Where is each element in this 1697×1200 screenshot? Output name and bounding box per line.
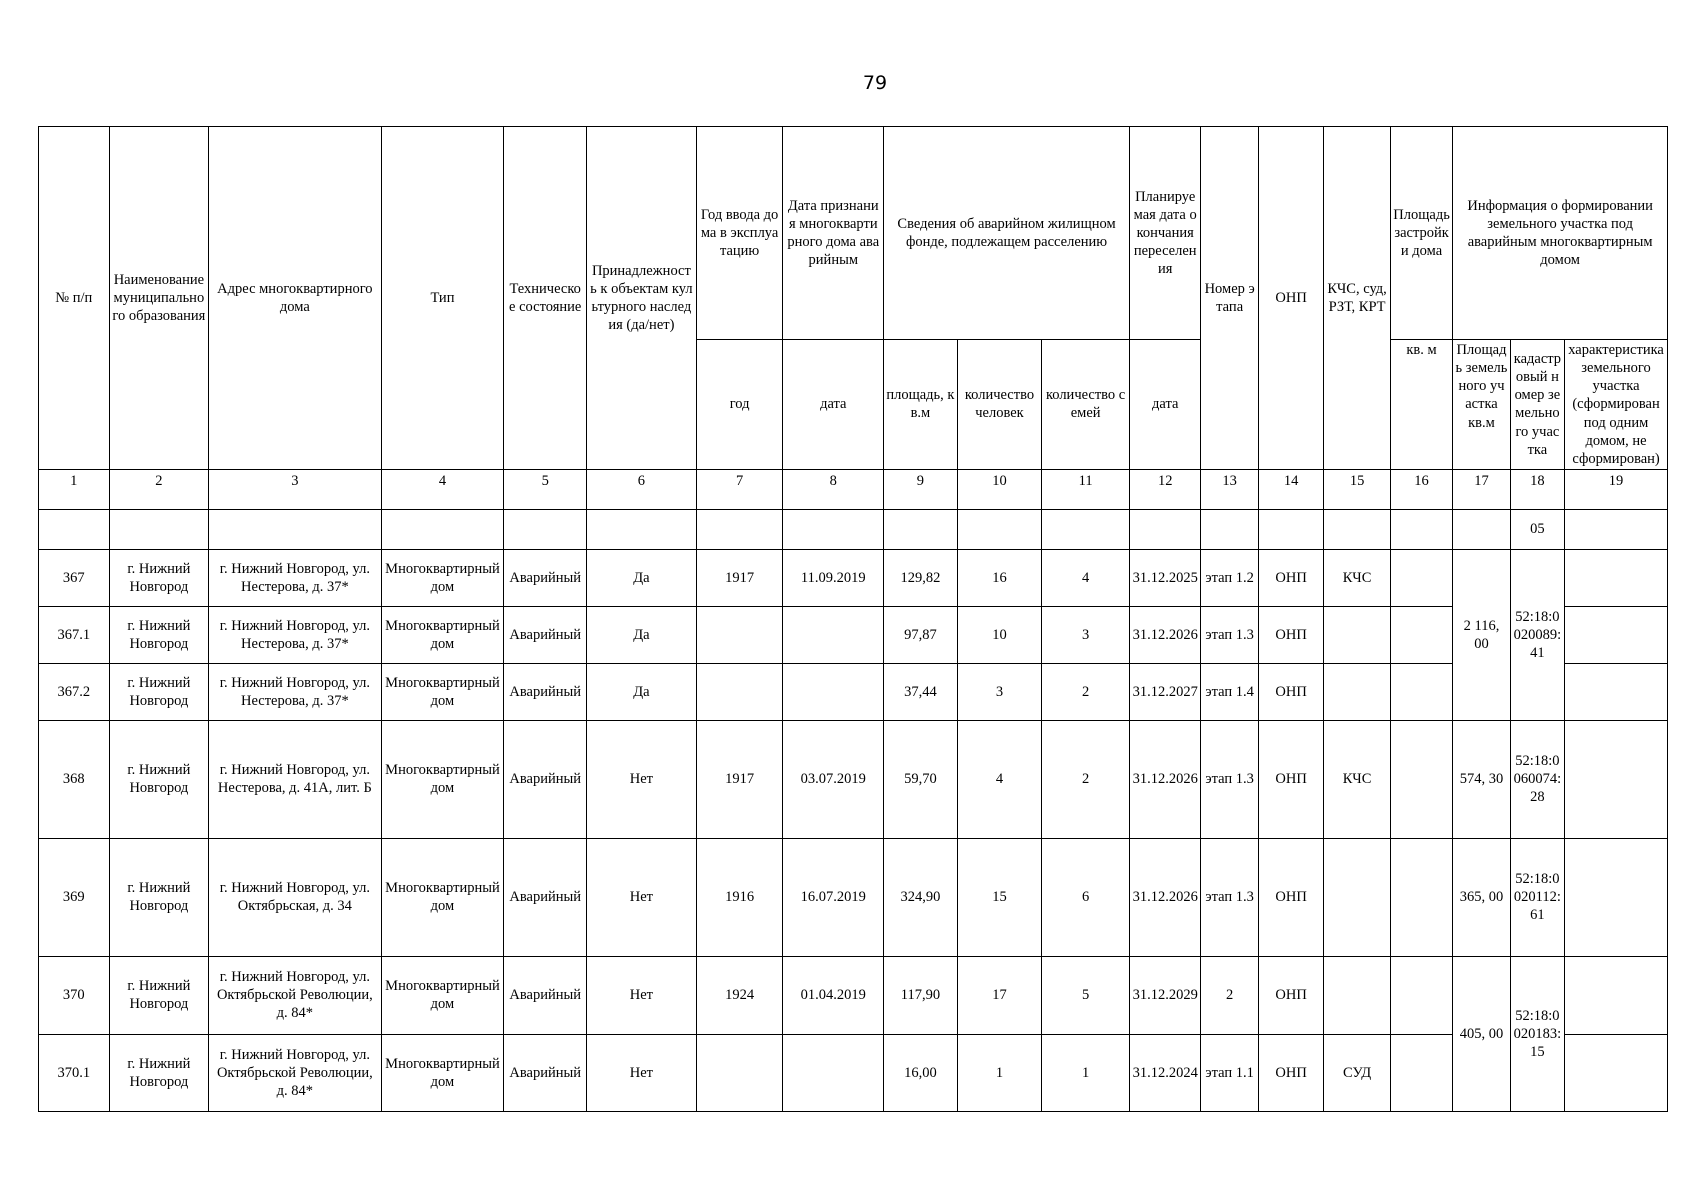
row-address: г. Нижний Новгород, ул. Октябрьской Революции, д. 84* <box>209 956 381 1034</box>
row-type: Многоквартирный дом <box>381 1034 504 1111</box>
land-area-367: 2 116, 00 <box>1453 549 1510 720</box>
row-year: 1924 <box>696 956 783 1034</box>
row-families: 6 <box>1042 838 1130 956</box>
header-cadastral: кадастровый номер земельного участка <box>1510 340 1564 470</box>
row-people: 17 <box>957 956 1042 1034</box>
row-num: 369 <box>39 838 110 956</box>
row-land-characteristic <box>1565 663 1668 720</box>
row-stage: 2 <box>1201 956 1258 1034</box>
row-num: 370.1 <box>39 1034 110 1111</box>
row-kchs: КЧС <box>1324 720 1390 838</box>
row-stage: этап 1.2 <box>1201 549 1258 606</box>
row-num: 367.2 <box>39 663 110 720</box>
row-state: Аварийный <box>504 549 587 606</box>
row-built-area <box>1390 606 1452 663</box>
row-planned-date: 31.12.2026 <box>1129 838 1201 956</box>
row-address: г. Нижний Новгород, ул. Октябрьская, д. 34 <box>209 838 381 956</box>
col-num-9: 9 <box>884 469 958 509</box>
row-date <box>783 606 884 663</box>
row-type: Многоквартирный дом <box>381 838 504 956</box>
row-address: г. Нижний Новгород, ул. Нестерова, д. 37* <box>209 549 381 606</box>
cadastral-367: 52:18:0020089:41 <box>1510 549 1564 720</box>
row-date: 03.07.2019 <box>783 720 884 838</box>
column-numbers-row <box>39 469 1668 509</box>
col-num-17: 17 <box>1453 469 1510 509</box>
row-date <box>783 663 884 720</box>
row-built-area <box>1390 956 1452 1034</box>
row-onp: ОНП <box>1258 663 1323 720</box>
row-year <box>696 1034 783 1111</box>
row-land-characteristic <box>1565 838 1668 956</box>
row-year <box>696 663 783 720</box>
row-state: Аварийный <box>504 838 587 956</box>
row-stage: этап 1.4 <box>1201 663 1258 720</box>
row-address: г. Нижний Новгород, ул. Нестерова, д. 41А, лит. Б <box>209 720 381 838</box>
row-onp: ОНП <box>1258 1034 1323 1111</box>
row-kchs: КЧС <box>1324 549 1390 606</box>
row-num: 368 <box>39 720 110 838</box>
header-row-1 <box>39 127 1668 340</box>
header-year-built: Год ввода дома в эксплуатацию <box>696 127 783 340</box>
header-municipality: Наименование муниципального образования <box>109 127 209 470</box>
row-people: 15 <box>957 838 1042 956</box>
row-municipality: г. Нижний Новгород <box>109 663 209 720</box>
row-stage: этап 1.1 <box>1201 1034 1258 1111</box>
header-sub-people: количество человек <box>957 340 1042 470</box>
col-num-1: 1 <box>39 469 110 509</box>
row-kchs <box>1324 606 1390 663</box>
row-kchs <box>1324 663 1390 720</box>
header-emergency-fund: Сведения об аварийном жилищном фонде, подлежащем расселению <box>884 127 1130 340</box>
row-area: 59,70 <box>884 720 958 838</box>
page-number: 79 <box>862 72 888 94</box>
row-built-area <box>1390 1034 1452 1111</box>
row-heritage: Нет <box>586 1034 696 1111</box>
col-num-13: 13 <box>1201 469 1258 509</box>
row-num: 370 <box>39 956 110 1034</box>
row-kchs <box>1324 838 1390 956</box>
row-people: 4 <box>957 720 1042 838</box>
row-people: 3 <box>957 663 1042 720</box>
header-sub-built-area-unit: кв. м <box>1390 340 1452 470</box>
row-planned-date: 31.12.2025 <box>1129 549 1201 606</box>
row-state: Аварийный <box>504 720 587 838</box>
header-stage: Номер этапа <box>1201 127 1258 470</box>
col-num-7: 7 <box>696 469 783 509</box>
row-state: Аварийный <box>504 956 587 1034</box>
row-stage: этап 1.3 <box>1201 838 1258 956</box>
table-row <box>39 838 1668 956</box>
header-sub-year: год <box>696 340 783 470</box>
col-num-18: 18 <box>1510 469 1564 509</box>
continuation-cadastral-tail: 05 <box>1510 509 1564 549</box>
col-num-11: 11 <box>1042 469 1130 509</box>
col-num-5: 5 <box>504 469 587 509</box>
table-row <box>39 956 1668 1034</box>
row-num: 367 <box>39 549 110 606</box>
row-address: г. Нижний Новгород, ул. Нестерова, д. 37* <box>209 606 381 663</box>
row-heritage: Нет <box>586 838 696 956</box>
row-date <box>783 1034 884 1111</box>
header-onp: ОНП <box>1258 127 1323 470</box>
row-families: 1 <box>1042 1034 1130 1111</box>
header-sub-planned-date: дата <box>1129 340 1201 470</box>
row-planned-date: 31.12.2026 <box>1129 606 1201 663</box>
header-land-area-unit: кв.м <box>1468 414 1495 431</box>
row-families: 3 <box>1042 606 1130 663</box>
row-area: 129,82 <box>884 549 958 606</box>
col-num-14: 14 <box>1258 469 1323 509</box>
col-num-4: 4 <box>381 469 504 509</box>
col-num-15: 15 <box>1324 469 1390 509</box>
row-heritage: Да <box>586 606 696 663</box>
row-heritage: Да <box>586 549 696 606</box>
row-municipality: г. Нижний Новгород <box>109 606 209 663</box>
header-land-info: Информация о формировании земельного участка под аварийным многоквартирным домом <box>1453 127 1668 340</box>
header-type: Тип <box>381 127 504 470</box>
row-type: Многоквартирный дом <box>381 956 504 1034</box>
row-type: Многоквартирный дом <box>381 549 504 606</box>
row-built-area <box>1390 720 1452 838</box>
row-date: 16.07.2019 <box>783 838 884 956</box>
row-people: 1 <box>957 1034 1042 1111</box>
row-land-characteristic <box>1565 606 1668 663</box>
table-row <box>39 606 1668 663</box>
col-num-8: 8 <box>783 469 884 509</box>
row-land-characteristic <box>1565 720 1668 838</box>
row-families: 2 <box>1042 663 1130 720</box>
row-planned-date: 31.12.2029 <box>1129 956 1201 1034</box>
header-sub-date: дата <box>783 340 884 470</box>
row-heritage: Нет <box>586 956 696 1034</box>
row-type: Многоквартирный дом <box>381 663 504 720</box>
col-num-6: 6 <box>586 469 696 509</box>
row-onp: ОНП <box>1258 549 1323 606</box>
row-date: 01.04.2019 <box>783 956 884 1034</box>
row-area: 97,87 <box>884 606 958 663</box>
row-families: 2 <box>1042 720 1130 838</box>
table-row <box>39 720 1668 838</box>
col-num-16: 16 <box>1390 469 1452 509</box>
row-people: 10 <box>957 606 1042 663</box>
cadastral-368: 52:18:0060074:28 <box>1510 720 1564 838</box>
row-num: 367.1 <box>39 606 110 663</box>
row-area: 37,44 <box>884 663 958 720</box>
row-land-characteristic <box>1565 1034 1668 1111</box>
land-area-370: 405, 00 <box>1453 956 1510 1111</box>
header-address: Адрес многоквартирного дома <box>209 127 381 470</box>
row-year <box>696 606 783 663</box>
table-row <box>39 1034 1668 1111</box>
col-num-2: 2 <box>109 469 209 509</box>
row-land-characteristic <box>1565 956 1668 1034</box>
row-area: 117,90 <box>884 956 958 1034</box>
row-built-area <box>1390 549 1452 606</box>
cadastral-369: 52:18:0020112:61 <box>1510 838 1564 956</box>
row-built-area <box>1390 663 1452 720</box>
row-stage: этап 1.3 <box>1201 606 1258 663</box>
header-num: № п/п <box>39 127 110 470</box>
header-land-area <box>1453 340 1510 470</box>
row-people: 16 <box>957 549 1042 606</box>
row-planned-date: 31.12.2027 <box>1129 663 1201 720</box>
header-sub-families: количество семей <box>1042 340 1130 470</box>
row-state: Аварийный <box>504 663 587 720</box>
row-kchs: СУД <box>1324 1034 1390 1111</box>
row-municipality: г. Нижний Новгород <box>109 956 209 1034</box>
header-planned-date: Планируемая дата окончания переселения <box>1129 127 1201 340</box>
header-built-area: Площадь застройки дома <box>1390 127 1452 340</box>
emergency-housing-table <box>38 126 1668 1112</box>
row-state: Аварийный <box>504 606 587 663</box>
row-families: 4 <box>1042 549 1130 606</box>
land-area-369: 365, 00 <box>1453 838 1510 956</box>
row-address: г. Нижний Новгород, ул. Октябрьской Революции, д. 84* <box>209 1034 381 1111</box>
row-families: 5 <box>1042 956 1130 1034</box>
row-municipality: г. Нижний Новгород <box>109 549 209 606</box>
row-state: Аварийный <box>504 1034 587 1111</box>
row-onp: ОНП <box>1258 956 1323 1034</box>
row-heritage: Нет <box>586 720 696 838</box>
col-num-3: 3 <box>209 469 381 509</box>
header-sub-area: площадь, кв.м <box>884 340 958 470</box>
header-land-area-label: Площадь земельного участка <box>1455 342 1508 413</box>
row-onp: ОНП <box>1258 606 1323 663</box>
row-built-area <box>1390 838 1452 956</box>
row-municipality: г. Нижний Новгород <box>109 1034 209 1111</box>
row-stage: этап 1.3 <box>1201 720 1258 838</box>
header-heritage: Принадлежность к объектам культурного наследия (да/нет) <box>586 127 696 470</box>
land-area-368: 574, 30 <box>1453 720 1510 838</box>
row-municipality: г. Нижний Новгород <box>109 838 209 956</box>
table-row <box>39 663 1668 720</box>
row-planned-date: 31.12.2026 <box>1129 720 1201 838</box>
row-kchs <box>1324 956 1390 1034</box>
row-type: Многоквартирный дом <box>381 606 504 663</box>
row-municipality: г. Нижний Новгород <box>109 720 209 838</box>
table-row <box>39 549 1668 606</box>
header-tech-state: Техническое состояние <box>504 127 587 470</box>
row-heritage: Да <box>586 663 696 720</box>
col-num-19: 19 <box>1565 469 1668 509</box>
row-address: г. Нижний Новгород, ул. Нестерова, д. 37* <box>209 663 381 720</box>
row-year: 1916 <box>696 838 783 956</box>
row-onp: ОНП <box>1258 720 1323 838</box>
continuation-row <box>39 509 1668 549</box>
row-year: 1917 <box>696 720 783 838</box>
row-area: 16,00 <box>884 1034 958 1111</box>
header-land-characteristic: характеристика земельного участка (сформирован под одним домом, не сформирован) <box>1565 340 1668 470</box>
header-emergency-date: Дата признания многоквартирного дома аварийным <box>783 127 884 340</box>
cadastral-370: 52:18:0020183:15 <box>1510 956 1564 1111</box>
row-type: Многоквартирный дом <box>381 720 504 838</box>
row-date: 11.09.2019 <box>783 549 884 606</box>
col-num-10: 10 <box>957 469 1042 509</box>
row-area: 324,90 <box>884 838 958 956</box>
row-year: 1917 <box>696 549 783 606</box>
row-onp: ОНП <box>1258 838 1323 956</box>
row-planned-date: 31.12.2024 <box>1129 1034 1201 1111</box>
header-kchs: КЧС, суд, РЗТ, КРТ <box>1324 127 1390 470</box>
row-land-characteristic <box>1565 549 1668 606</box>
col-num-12: 12 <box>1129 469 1201 509</box>
